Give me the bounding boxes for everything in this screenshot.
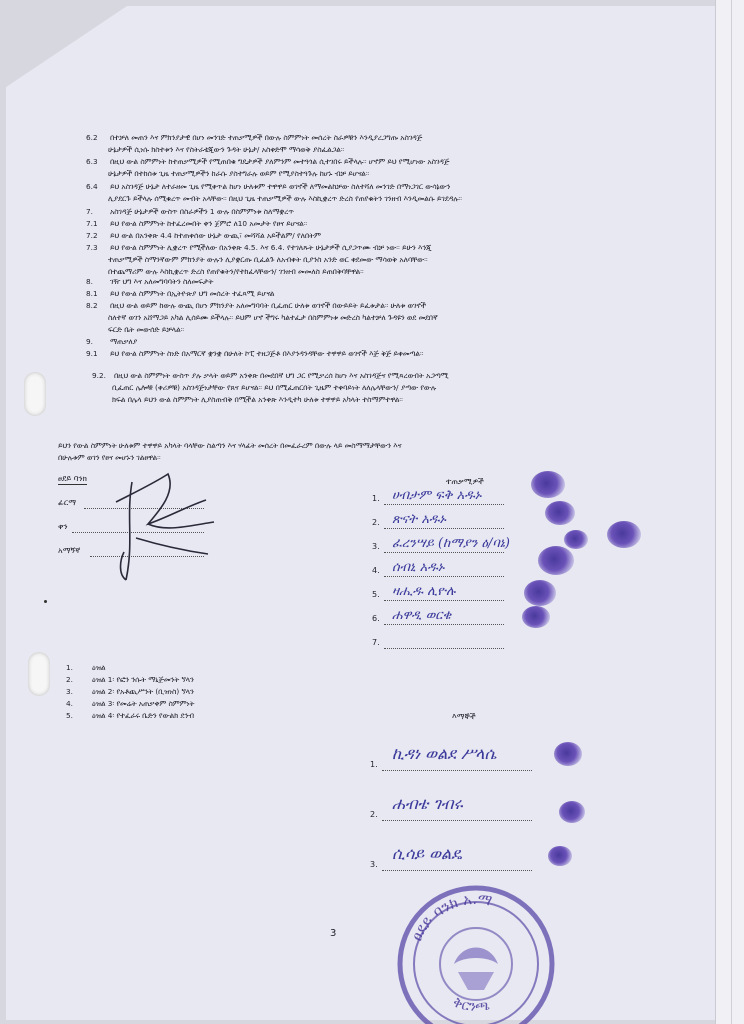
attachment-item: ዕዝል 2፡ የአቶጪሥንት (ቢዝነስ) ኘላን [92, 687, 194, 696]
thumbprint [524, 580, 556, 606]
beneficiary-signature-line [384, 528, 504, 529]
thumbprint [564, 530, 588, 549]
clause-text: ስለተኛ ወገን አሸማጋይ አካል ሊሰይሙ ይችላሉ። ይህም ሆኖ ችግሩ ካልተፈታ በስምምነቱ መድረስ ካልተቻለ ጉዳዩን ወደ መደበኛ [108, 313, 438, 322]
thumbprint [559, 801, 585, 823]
clause-text: አስገዳጅ ሁኔታዎች ውስጥ በስራዎችን 1 ውሉ በስምምነቱ ስለማቋረጥ [110, 207, 294, 216]
attachment-number: 4. [66, 699, 73, 708]
beneficiary-name: ሰብኒ አዱኑ [392, 560, 445, 575]
attachment-item: ዕዝል 3፡ የመሬት አጠቃቀም ስምምነት [92, 699, 195, 708]
ink-dot [44, 600, 47, 603]
beneficiaries-heading: ተጠቃሚዎች [446, 477, 484, 486]
clause-number: 8.1 [86, 289, 98, 298]
attachment-number: 5. [66, 711, 73, 720]
clause-number: 6.3 [86, 157, 98, 166]
page-edge [715, 0, 744, 1024]
beneficiary-name: ጽናት አዱኑ [392, 512, 446, 527]
beneficiary-name: ሐዋዲ ወርቄ [392, 608, 452, 623]
clause-number: 8. [86, 277, 93, 286]
clause-number: 9. [86, 337, 93, 346]
beneficiary-number: 2. [372, 518, 380, 527]
clause-number: 6.2 [86, 133, 98, 142]
bank-field-title: አማኝኛ [58, 546, 81, 555]
beneficiary-name: ፈረንሣይ (ከማያን ዕ/ባኔ) [392, 536, 510, 551]
clause-text: ሊያደርጉ ይችላሉ ሰሚቁረጥ መብት አላቸው። በዚህ ጊዜ ተጠቃሚዎች ውሉ እስኪቋረጥ ድረስ የጠየቁትን ገንዘብ እንዲመልሱ ይገደዳሉ። [108, 194, 462, 203]
clause-text: ይህ ውል በአንቀጽ 4.4 ከተጠቀሰው ሁኔታ ውጪ፣ መሻሻል አይችልም/ የለበትም [110, 231, 321, 240]
stamp-text-bottom: ቅርንጫ [450, 994, 491, 1016]
bank-field-date: ቀን [58, 522, 68, 531]
clause-text: ቢፈጠር ሌሎቹ (ቀሪዎቹ) አስገዳጅነታቸው የጸና ይሆናል። ይህ በሚፈጠርበት ጊዜም ተቀባይነት ለለሌላቸውን/ ያጣው የውሉ [112, 383, 437, 392]
clause-text: ማጠቃለያ [110, 337, 138, 346]
clause-text: ፍርድ ቤት መውሰድ ይቻላል። [108, 325, 185, 334]
beneficiary-number: 5. [372, 590, 380, 599]
witness-number: 1. [370, 760, 378, 769]
clause-text: ይህ የውል ስምምነት ከተፈረመበት ቀን ጀምሮ ለ10 አመታት የፀና ይሆናል። [110, 219, 308, 228]
clause-text: በተጨማሪም ውሉ እስኪቋረጥ ድረስ የጠየቁትን/የተከፈላቸውን/ ገንዘብ መመለስ ይጠበቅባቸዋል። [108, 267, 364, 276]
beneficiary-signature-line [384, 648, 504, 649]
punch-hole [24, 372, 46, 416]
attachment-item: ዕዝል [92, 663, 106, 672]
witness-name: ሐብቴ ገብሩ [392, 794, 463, 813]
clause-number: 7.1 [86, 219, 98, 228]
attachment-number: 1. [66, 663, 73, 672]
witness-name: ሲሳይ ወልዴ [392, 844, 462, 863]
beneficiary-signature-line [384, 504, 504, 505]
attachment-item: ዕዝል 4፡ የተፈራሩ ቤድን የውልክ ደንብ [92, 711, 194, 720]
beneficiary-number: 6. [372, 614, 380, 623]
witness-name: ኪዳነ ወልደ ሥላሴ [392, 744, 497, 763]
punch-hole [28, 652, 50, 696]
thumbprint [545, 501, 575, 525]
bank-field-signature: ፊርማ [58, 498, 77, 507]
beneficiary-number: 3. [372, 542, 380, 551]
clause-number: 7.3 [86, 243, 98, 252]
clause-number: 7.2 [86, 231, 98, 240]
svg-text:ቅርንጫ [451, 994, 491, 1015]
thumbprint [538, 546, 574, 575]
beneficiary-signature-line [384, 624, 504, 625]
closing-line-2: በሁሉቱም ወገን የፀና መሆኑን ገልፀዋል። [58, 453, 161, 462]
clause-text: ይህ የውል ስምምነት ሊቋረጥ የሚችለው በአንቀጽ 4.5. እና 6.4. የተገለጹት ሁኔታዎች ሲያጋጥሙ ብቻ ነው። ይሁን እንጂ [110, 243, 432, 252]
witness-signature-line [382, 820, 532, 821]
page-edge-line [731, 0, 732, 1024]
page-number: 3 [330, 928, 337, 939]
clause-number: 7. [86, 207, 93, 216]
beneficiary-number: 4. [372, 566, 380, 575]
clause-text: ተጠቃሚዎች ስማንኛውም ምክንያት ውሉን ሊያቋርጡ ቢፈልጉ ለአብቀት ቢያንስ አንድ ወር ቀደመው ማሳወቅ አለባቸው። [108, 255, 428, 264]
clause-text: በተቻለ መጠን እና ምክንያታዊ በሆነ መንገድ ተጠቃሚዎች በውሉ ስምምነት መሰረት ስራዎቹን እንዲያረጋግጡ አስገዳጅ [110, 133, 423, 142]
clause-text: በዚህ ውል ስምምነት ውስጥ ያሉ ቃላት ወይም አንቀጽ በመደበኛ ህግ ጋር የሚቃረሰ ከሆነ እና አስገዳጅና የሚጻረውበት አጋጣሚ [114, 371, 449, 380]
clause-text: ይህ የውል ስምምነት ስነድ በአማርኛ ቋንቋ በሁለት ኮፒ ተዘጋጅቶ በእያንዳንዳቸው ተዋዋይ ወገኖች እጅ ቅጅ ይቀመጣል። [110, 349, 424, 358]
beneficiary-signature-line [384, 552, 504, 553]
clause-text: ገዥ ህግ እና አለመግባባትን ስለመፍታት [110, 277, 214, 286]
clause-text: ሁኔታዎች በተከሰቱ ጊዜ ተጠቃሚዎችን ከራሱ ያስተግራሉ ወይም የሚያስተጓጉሉ ከሆኑ ብቻ ይሆናል። [108, 169, 370, 178]
witness-signature-line [382, 870, 532, 871]
svg-text:ፀደይ ባንክ አ.ማ [407, 890, 493, 944]
beneficiary-signature-line [384, 576, 504, 577]
clause-number: 9.1 [86, 349, 98, 358]
witness-signature-line [382, 770, 532, 771]
beneficiary-number: 7. [372, 638, 380, 647]
clause-text: ይህ የውል ስምምነት በኢትዮጵያ ህግ መሰረት ተፈጻሚ ይሆናል [110, 289, 275, 298]
stamp-text: ፀደይ ባንክ አ.ማ [407, 889, 494, 944]
clause-number: 6.4 [86, 182, 98, 191]
clause-text: ሁኔታዎች ሲነሱ ክስተቱን እና የስትራቴጂውን ጉዳት ሁኔታ/ አስቀድሞ ማሳወቅ ያስፈልጋል። [108, 145, 345, 154]
witnesses-heading: እማኞች [452, 712, 476, 721]
closing-line-1: ይህን የውል ስምምነት ሁለቱም ተዋዋይ አካላት ባላቸው ስልጣን እና ሃላፊት መሰረት በመፈራረም በውሉ ላይ መስማማታቸውን እና [58, 441, 402, 450]
bank-stamp [388, 872, 558, 1024]
clause-number: 8.2 [86, 301, 98, 310]
attachment-number: 2. [66, 675, 73, 684]
bank-signature [96, 462, 226, 592]
bank-heading: ፀደይ ባንክ [58, 474, 87, 483]
thumbprint [554, 742, 582, 766]
beneficiary-number: 1. [372, 494, 380, 503]
thumbprint [607, 521, 641, 548]
beneficiary-name: ሀብታም ፍቅ አዱኑ [392, 488, 482, 503]
thumbprint [531, 471, 565, 498]
attachment-number: 3. [66, 687, 73, 696]
beneficiary-name: ዛሒዱ ሊዮሉ [392, 584, 456, 599]
attachment-item: ዕዝል 1፡ የፎን ንሱት ማኒጅመንት ኘላን [92, 675, 194, 684]
beneficiary-signature-line [384, 600, 504, 601]
witness-number: 3. [370, 860, 378, 869]
witness-number: 2. [370, 810, 378, 819]
clause-text: ይህ አስገዳጅ ሁኔታ ለተራዘመ ጊዜ የሚቀጥል ከሆነ ሁለቱም ተዋዋይ ወገኖች ለማመልከቻው ስለተሻለ መንገድ በማነጋገር ውሳኔውን [110, 182, 451, 191]
clause-text: በዚህ ውል ወይም ከውሉ ውጪ በሆነ ምክንያት አለመግባባት ቢፈጠር ሁለቱ ወገኖች በውይይት ይፈቱታል። ሁለቱ ወገኖች [110, 301, 426, 310]
clause-text: በዚህ ውል ስምምነት ከተጠቃሚዎች የሚጠበቁ ግዴታዎች ያለምንም መተጓጎል ሲተገበሩ ይችላሉ። ሆኖም ይህ የሚሆነው አስገዳጅ [110, 157, 450, 166]
clause-text: ክፍል በሌላ ይህን ውል ስምምነት ሊያስጠብቅ በሚችል አንቀጽ እንዲተካ ሁለቱ ተዋዋይ አካላት ተስማምተዋል። [112, 395, 403, 404]
clause-number: 9.2. [92, 371, 106, 380]
